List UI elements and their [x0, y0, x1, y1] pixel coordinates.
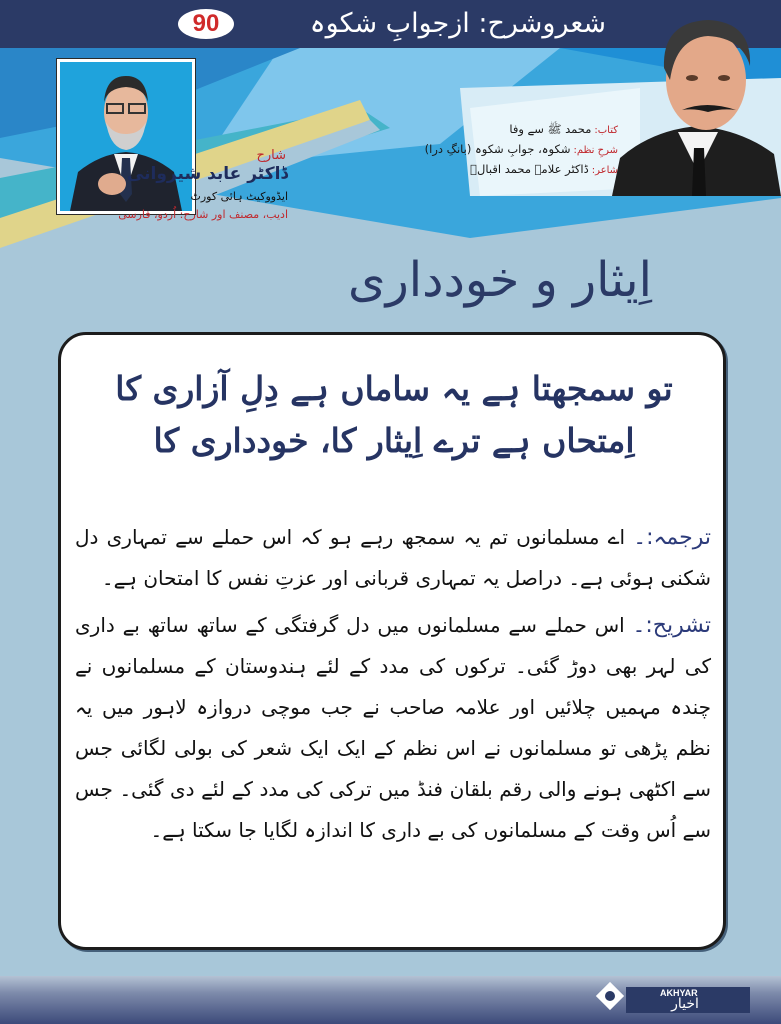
commentator-label: شارح	[256, 148, 286, 163]
commentator-portrait-icon	[60, 62, 192, 211]
poem-label: شرحِ نظم:	[573, 145, 618, 156]
book-value: محمد ﷺ سے وفا	[509, 122, 592, 136]
translation-text: اے مسلمانوں تم یہ سمجھ رہے ہو کہ اس حملے سے تمہاری دل شکنی ہوئی ہے۔ دراصل یہ تمہاری قربانی اور عزتِ نفس کا امتحان ہے۔	[75, 525, 711, 590]
logo-circle-icon	[605, 991, 615, 1001]
translation-paragraph	[75, 517, 711, 599]
logo-urdu-text: اخیار	[671, 996, 699, 1012]
series-title: شعروشرح: ازجوابِ شکوہ	[309, 8, 606, 39]
translation-label: ترجمہ:۔	[633, 525, 711, 550]
explanation-label: تشریح:۔	[632, 613, 712, 638]
poet-row	[400, 160, 618, 180]
commentator-title: ایڈووکیٹ ہائی کورٹ	[190, 190, 288, 203]
explanation-text: اس حملے سے مسلمانوں میں دل گرفتگی کے ساتھ ساتھ بے داری کی لہر بھی دوڑ گئی۔ ترکوں کی مدد کے لئے ہندوستان کے مسلمانوں نے چندہ مہمیں چلائیں اور علامہ صاحب نے جب موچی دروازہ لاہور میں یہ نظم پڑھی تو مسلمانوں نے اس نظم کے ایک ایک شعر کی بولی لگائی جس سے اکٹھی ہونے والی رقم بلقان فنڈ میں ترکی کی مدد کے لئے دی گئی۔ جس سے اُس وقت کے مسلمانوں کی بے داری کا اندازہ لگایا جا سکتا ہے۔	[75, 613, 711, 842]
poet-value: ڈاکٹر علامہ محمد اقبالؒ	[470, 162, 589, 176]
couplet	[81, 363, 707, 467]
commentator-name: ڈاکٹر عابد شیروانی	[126, 164, 288, 184]
poet-label: شاعر:	[591, 165, 618, 176]
episode-number-badge: 90	[178, 9, 234, 39]
couplet-line-1: تو سمجھتا ہے یہ ساماں ہے دِلِ آزاری کا	[115, 369, 673, 408]
poem-row	[400, 140, 618, 160]
poet-portrait-icon	[612, 8, 781, 196]
explanation-paragraph	[75, 605, 711, 851]
couplet-line-2: اِمتحاں ہے ترے اِیثار کا، خودداری کا	[153, 421, 635, 460]
article-heading: اِیثار و خودداری	[348, 252, 652, 308]
content-card	[58, 332, 726, 950]
poem-value: شکوہ، جوابِ شکوہ (بانگِ درا)	[424, 142, 571, 156]
book-row	[400, 120, 618, 140]
logo-latin-text: AKHYAR	[660, 988, 698, 998]
poet-portrait	[612, 8, 781, 196]
commentator-credentials: ادیب، مصنف اور شارح: اُردو، فارسی	[118, 208, 288, 221]
book-label: کتاب:	[594, 125, 618, 136]
commentator-photo	[57, 59, 195, 214]
book-info	[400, 120, 618, 180]
article-body	[75, 517, 711, 857]
